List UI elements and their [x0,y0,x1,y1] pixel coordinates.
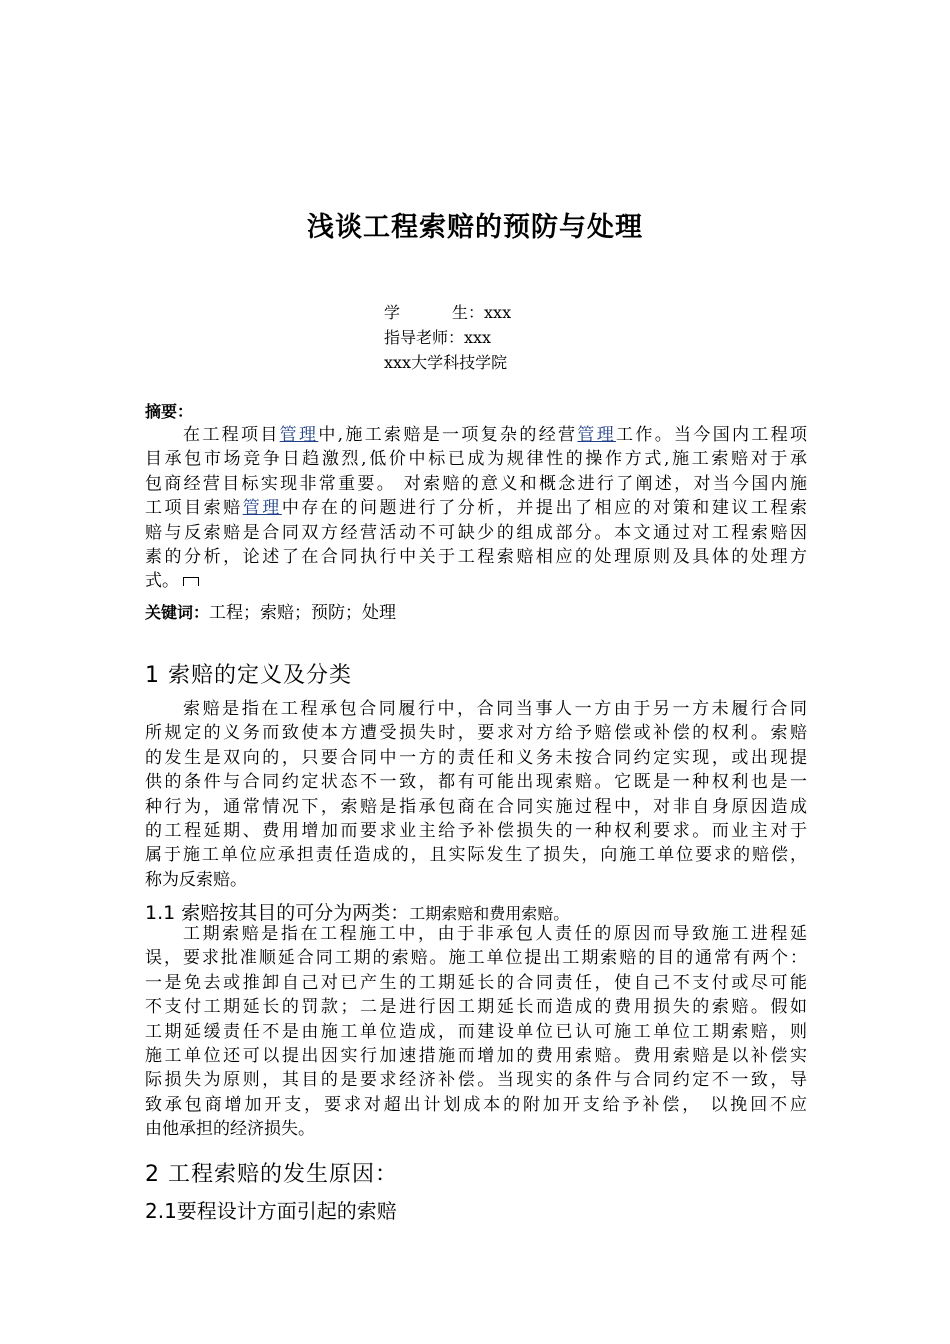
section-1-1-line: 工期索赔是指在工程施工中，由于非承包人责任的原因而导致施工进程延 [183,924,807,944]
section-1-line: 属于施工单位应承担责任造成的，且实际发生了损失，向施工单位要求的赔偿， [145,845,807,866]
section-1-1-line: 不支付工期延长的罚款；二是进行因工期延长而造成的费用损失的索赔。假如 [145,997,807,1018]
abstract-label: 摘要： [145,402,194,421]
abstract-text-segment: 中存在的问题进行了分析，并提出了相应的对策和建议工程索 [281,498,808,519]
section-1-line: 称为反索赔。 [145,869,247,890]
student-line [384,300,511,325]
section-1-1-title: 1.1 索赔按其目的可分为两类： [145,902,410,924]
document-title: 浅谈工程索赔的预防与处理 [307,212,643,243]
section-1-1-body [145,922,807,1142]
abstract-text-segment: 中,施工索赔是一项复杂的经营 [318,425,578,445]
keywords-line [145,598,396,623]
section-1-line: 索赔是指在工程承包合同履行中，合同当事人一方由于另一方未履行合同 [183,699,807,719]
advisor-line: 指导老师：xxx [384,328,492,347]
abstract-text-segment: 目承包市场竞争日趋激烈,低价中标已成为规律性的操作方式,施工索赔对于承 [145,449,807,470]
abstract-line [145,447,807,471]
abstract-text [145,423,807,594]
management-link[interactable]: 管理 [279,425,319,445]
abstract-line [145,569,807,593]
abstract-line [145,496,807,520]
section-1-1-line: 致承包商增加开支，要求对超出计划成本的附加开支给予补偿， 以挽回不应 [145,1094,807,1115]
abstract-text-segment: 赔与反索赔是合同双方经营活动不可缺少的组成部分。本文通过对工程索赔因 [145,522,807,543]
management-link[interactable]: 管理 [577,425,617,445]
section-1-1-line: 施工单位还可以提出因实行加速措施而增加的费用索赔。费用索赔是以补偿实 [145,1046,807,1067]
section-1-1-line: 误，要求批准顺延合同工期的索赔。施工单位提出工期索赔的目的通常有两个： [145,948,807,969]
section-1-1-line: 工期延缓责任不是由施工单位造成，而建设单位已认可施工单位工期索赔，则 [145,1021,807,1042]
student-label-b: 生：xxx [452,303,512,322]
abstract-line [145,521,807,545]
student-label-a: 学 [384,303,401,322]
section-1-line: 供的条件与合同约定状态不一致，都有可能出现索赔。它既是一种权利也是一 [145,772,807,793]
section-2-heading: 2 工程索赔的发生原因： [145,1162,398,1187]
section-1-1-line: 一是免去或推卸自己对已产生的工期延长的合同责任，使自己不支付或尽可能 [145,972,807,993]
section-1-body [145,697,807,892]
abstract-text-segment: 素的分析，论述了在合同执行中关于工程索赔相应的处理原则及具体的处理方 [145,547,807,568]
section-1-line: 的工程延期、费用增加而要求业主给予补偿损失的一种权利要求。而业主对于 [145,821,807,842]
abstract-line [145,423,807,447]
management-link[interactable]: 管理 [242,498,282,519]
section-1-line: 所规定的义务而致使本方遭受损失时，要求对方给予赔偿或补偿的权利。索赔 [145,723,807,744]
abstract-line [145,545,807,569]
abstract-line [145,472,807,496]
abstract-text-segment: 工项目索赔 [145,498,243,519]
abstract-text-segment: 包商经营目标实现非常重要。 对索赔的意义和概念进行了阐述，对当今国内施 [145,473,807,494]
abstract-text-segment: 工作。当今国内工程项 [616,425,808,445]
abstract-text-segment: 式。 [145,571,179,592]
institution-line: xxx大学科技学院 [384,353,508,372]
section-1-1-line: 际损失为原则，其目的是要求经济补偿。当现实的条件与合同约定不一致，导 [145,1070,807,1091]
section-1-line: 的发生是双向的，只要合同中一方的责任和义务未按合同约定实现，或出现提 [145,747,807,768]
section-1-line: 种行为，通常情况下，索赔是指承包商在合同实施过程中，对非自身原因造成 [145,796,807,817]
paragraph-mark-icon [183,577,199,586]
section-1-1-line: 由他承担的经济损失。 [145,1119,315,1140]
section-1-heading: 1 索赔的定义及分类 [145,663,352,688]
section-2-1-heading: 2.1要程设计方面引起的索赔 [145,1199,397,1223]
section-1-1-heading [145,898,569,925]
section-1-1-tail: 工期索赔和费用索赔。 [409,904,570,923]
keywords-value: 工程；索赔；预防；处理 [209,603,397,623]
abstract-text-segment: 在工程项目 [183,425,280,445]
author-block [384,300,511,375]
keywords-label: 关键词： [145,603,210,622]
